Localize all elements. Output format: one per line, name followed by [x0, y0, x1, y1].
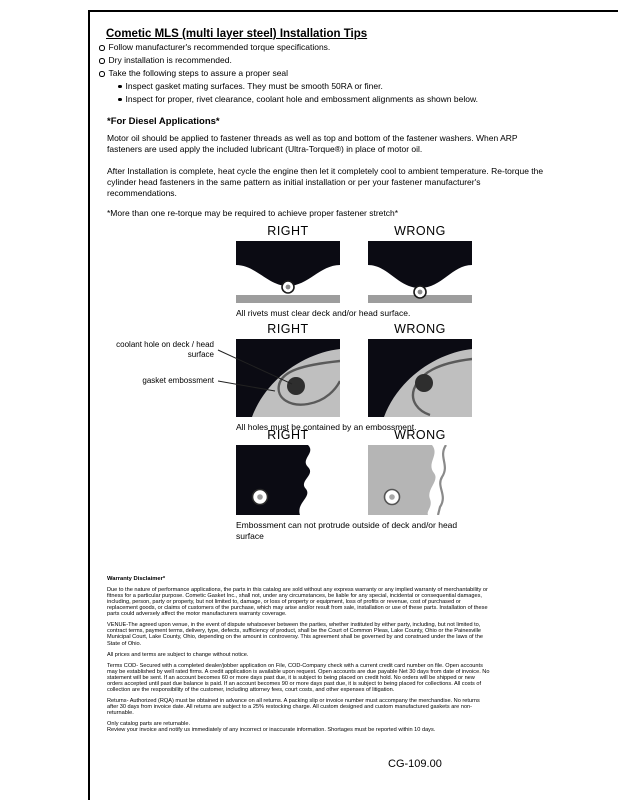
catalog-page-code: CG-109.00 — [388, 758, 442, 770]
figure-caption-holes: All holes must be contained by an embossment. — [236, 422, 417, 432]
right-label: RIGHT — [267, 224, 309, 238]
disclaimer-heading: Warranty Disclaimer* — [107, 576, 166, 582]
wrong-label: WRONG — [394, 322, 446, 336]
warranty-disclaimer — [107, 576, 492, 738]
tip-text: Inspect gasket mating surfaces. They must be smooth 50RA or finer. — [125, 81, 383, 91]
wrong-label: WRONG — [394, 428, 446, 442]
tip-item — [99, 69, 589, 79]
wrong-label: WRONG — [394, 224, 446, 238]
disclaimer-paragraph: All prices and terms are subject to change without notice. — [107, 651, 249, 658]
disclaimer-paragraph: Returns- Authorized (RQA) must be obtained in advance on all returns. A packing slip or invoice number must accompany the merchandise. No returns after 30 days from invoice date. All returns are subject to a 25% restocking charge. All custom designed and custom manufactured gaskets are non-returnable. — [107, 697, 480, 716]
retorque-note: *More than one re-torque may be required to achieve proper fastener stretch* — [107, 208, 399, 218]
right-label: RIGHT — [267, 428, 309, 442]
figure-block-rivets — [236, 224, 472, 319]
diesel-paragraph-2: After Installation is complete, heat cycle the engine then let it completely cool to ambient temperature. Re-torque the cylinder head fasteners in the same pattern as initial installation or per your fastener manufacturer's recommendations. — [107, 166, 544, 198]
callout-coolant-hole: coolant hole on deck / head surface — [116, 340, 214, 359]
installation-tips-list — [99, 43, 589, 108]
hollow-bullet-icon — [99, 71, 105, 77]
tip-text: Inspect for proper, rivet clearance, coolant hole and embossment alignments as shown below. — [125, 94, 478, 104]
fig-protrusion-wrong — [368, 445, 472, 515]
fig-protrusion-right — [236, 445, 340, 515]
disclaimer-paragraph: Review your invoice and notify us immediately of any incorrect or inaccurate information. Shortages must be reported within 10 days. — [107, 726, 436, 733]
hollow-bullet-icon — [99, 45, 105, 51]
fig-rivet-wrong — [368, 241, 472, 303]
figure-caption-protrusion: Embossment can not protrude outside of deck and/or head surface — [236, 520, 458, 541]
tip-item — [99, 43, 589, 53]
disclaimer-paragraph: Only catalog parts are returnable. — [107, 720, 191, 727]
fig-hole-right — [236, 339, 340, 417]
tip-text: Dry installation is recommended. — [108, 55, 232, 65]
figure-block-holes — [236, 322, 472, 433]
figure-block-protrusion — [236, 428, 472, 541]
solid-bullet-icon — [118, 85, 122, 89]
solid-bullet-icon — [118, 98, 122, 102]
fig-hole-wrong — [368, 339, 472, 417]
hollow-bullet-icon — [99, 58, 105, 64]
disclaimer-paragraph: Due to the nature of performance applications, the parts in this catalog are sold without any express warranty or any implied warranty of merchantability or fitness for a particular purpose. Cometic Gasket Inc., shall not, under any circumstances, be liable for any special, incidental or consequential damages, including, person, party or property, but not limited to, damage, or loss of property or equipment, loss of profits or revenue, cost of purchased or replacement goods, or claims of customers of the purchase, which may arise and/or result from sale, installation or use of these parts. Installation of these parts could adversely affect the motor manufacturers warranty coverage. — [107, 587, 488, 618]
diesel-applications-heading: *For Diesel Applications* — [107, 116, 220, 127]
tip-text: Take the following steps to assure a proper seal — [108, 68, 289, 78]
tip-item — [99, 56, 589, 66]
tip-subitem — [99, 82, 589, 92]
diesel-paragraph-1: Motor oil should be applied to fastener threads as well as top and bottom of the fastener washers. When ARP fasteners are used apply the included lubricant (Ultra-Torque®) in place of motor oil. — [107, 133, 518, 154]
figure-caption-rivets: All rivets must clear deck and/or head surface. — [236, 308, 411, 318]
tip-text: Follow manufacturer's recommended torque specifications. — [108, 42, 331, 52]
page-title: Cometic MLS (multi layer steel) Installation Tips — [106, 27, 368, 40]
callout-gasket-embossment: gasket embossment — [142, 376, 214, 385]
right-label: RIGHT — [267, 322, 309, 336]
disclaimer-paragraph: Terms COD- Secured with a completed dealer/jobber application on File, COD-Company check with a current credit card number on file. Open accounts may be established by well rated firms. A credit application is available upon request. Open accounts are due payable Net 30 days from date of invoice. No statement will be sent. If an account becomes 60 or more days past due, it is subject to being placed on credit hold. No orders will be shipped or new orders accepted until past due balance is paid. If an account becomes 90 or more days past due, it is subject to being placed for collections. All costs of collection are the responsibility of the customer, including attorney fees, court costs, and other expenses of litigation. — [107, 662, 490, 693]
fig-rivet-right — [236, 241, 340, 303]
disclaimer-paragraph: VENUE-The agreed upon venue, in the event of dispute whatsoever between the parties, whether instituted by either party, including, but not limited to, contract terms, payment terms, delivery, type, defects, sufficiency of product, shall be the Court of Common Pleas, Lake County, Ohio or the Painesville Municipal Court, Lake County, Ohio, depending on the amount in controversy. This agreement shall be governed by and construed under the laws of the State of Ohio. — [107, 622, 483, 647]
tip-subitem — [99, 95, 589, 105]
